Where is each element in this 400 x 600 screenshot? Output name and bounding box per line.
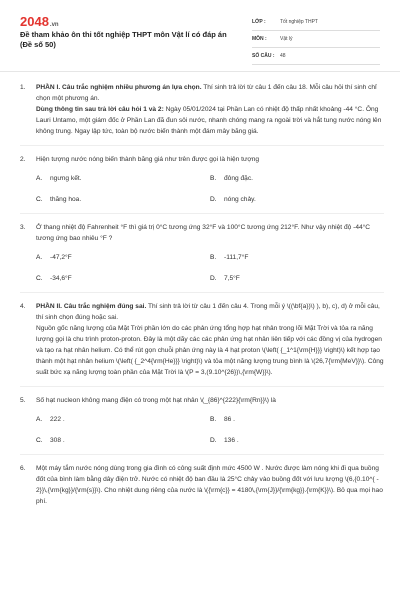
choice-letter: B.	[210, 416, 217, 423]
question-number: 3.	[20, 224, 26, 231]
choice-d[interactable]	[210, 273, 384, 284]
choice-d[interactable]	[210, 435, 384, 446]
meta-row-class	[252, 14, 380, 31]
question-1	[20, 82, 384, 137]
site-logo[interactable]	[20, 14, 59, 29]
choice-text: 222 .	[50, 416, 65, 423]
choice-letter: A.	[36, 175, 43, 182]
question-text: Hiện tượng nước nóng biến thành băng giá như trên được gọi là hiện tượng	[36, 156, 260, 163]
part-intro: Thí sinh trả lời từ câu 1 đến câu 4. Trong mỗi ý \((\bf{a})\) ), b), c), d) ở mỗi câu, thí sinh chọn đúng hoặc sai.	[36, 303, 380, 321]
choice-letter: B.	[210, 254, 217, 261]
question-divider	[20, 386, 384, 387]
question-text: Một máy tắm nước nóng dùng trong gia đình có công suất định mức 4500 W . Nước được làm nóng khi đi qua buồng đốt của bình làm bằng dây điện trở. Nước có nhiệt độ ban đầu là 25°C chảy vào buồng đốt với lưu lượng \(6,{0.10^{ - 2}}\,{\rm{kg}}/{\rm{s}}\). Cho nhiệt dung riêng của nước là \({\rm{c}} = 4180\,{\rm{J}}/{\rm{kg}}.{\rm{K}}\). Bỏ qua mọi hao phí.	[36, 465, 383, 505]
choice-a[interactable]	[36, 173, 210, 184]
answer-choices	[36, 173, 384, 205]
question-number: 1.	[20, 84, 26, 91]
context-text: Ngày 05/01/2024 tại Phần Lan có nhiệt độ thấp nhất khoảng -44 °C. Ông Lauri Untamo, một giám đốc ở Phần Lan đã đun sôi nước, nhanh chóng mang ra ngoài trời và hắt tung nước nóng lên không trung. Ngay lập tức, toàn bộ nước biến thành một đám mây băng giá.	[36, 106, 382, 135]
question-divider	[20, 454, 384, 455]
meta-label: MÔN :	[252, 36, 267, 42]
choice-text: -47,2°F	[50, 254, 72, 261]
page-header	[0, 0, 400, 68]
choice-text: -34,6°F	[50, 275, 72, 282]
question-number: 4.	[20, 303, 26, 310]
question-text: Ở thang nhiệt độ Fahrenheit °F thì giá trị 0°C tương ứng 32°F và 100°C tương ứng 212°F. Như vậy nhiệt độ -44°C tương ứng bao nhiêu °F ?	[36, 224, 371, 242]
meta-value: Tốt nghiệp THPT	[280, 19, 318, 25]
choice-letter: D.	[210, 196, 217, 203]
part-heading: PHẦN II. Câu trắc nghiệm đúng sai.	[36, 303, 147, 310]
choice-letter: A.	[36, 416, 43, 423]
choice-d[interactable]	[210, 194, 384, 205]
question-number: 5.	[20, 397, 26, 404]
meta-row-count	[252, 48, 380, 65]
choice-letter: B.	[210, 175, 217, 182]
choice-text: thăng hoa.	[50, 196, 82, 203]
choice-letter: C.	[36, 196, 43, 203]
meta-table	[252, 14, 380, 65]
question-2	[20, 154, 384, 205]
choice-b[interactable]	[210, 252, 384, 263]
context-heading: Dùng thông tin sau trả lời câu hỏi 1 và 2:	[36, 106, 164, 113]
choice-b[interactable]	[210, 173, 384, 184]
meta-row-subject	[252, 31, 380, 48]
choice-letter: C.	[36, 275, 43, 282]
part-heading: PHẦN I. Câu trắc nghiệm nhiều phương án lựa chọn.	[36, 84, 202, 91]
choice-text: 308 .	[50, 437, 65, 444]
logo-text: 2048	[20, 14, 49, 29]
choice-letter: A.	[36, 254, 43, 261]
question-number: 2.	[20, 156, 26, 163]
choice-letter: C.	[36, 437, 43, 444]
question-4	[20, 301, 384, 378]
choice-b[interactable]	[210, 414, 384, 425]
question-3	[20, 222, 384, 284]
choice-a[interactable]	[36, 252, 210, 263]
choice-text: 7,5°F	[224, 275, 240, 282]
question-divider	[20, 292, 384, 293]
choice-text: đông đặc.	[224, 175, 253, 182]
choice-letter: D.	[210, 275, 217, 282]
question-text: Nguồn gốc năng lượng của Mặt Trời phần lớn do các phản ứng tổng hợp hạt nhân trong lõi Mặt Trời và tỏa ra năng lượng gọi là chu trình proton-proton. Đây là một dãy các các phản ứng hạt nhân liên tiếp với các đồng vị của hydrogen và tạo ra hạt nhân helium. Có thể rút gọn chuỗi phản ứng này là 4 hạt proton \(\left( {_1^1{\rm{H}}} \right)\) kết hợp tạo thành một hạt nhân helium \(\left( {_2^4{\rm{He}}} \right)\) và tỏa một năng lượng trung bình là \(26,7{\rm{MeV}}\). Công suất bức xạ năng lượng toàn phần của Mặt Trời là \(P = 3,(9.10^{26})\,{\rm{W}}\).	[36, 325, 384, 376]
choice-text: nóng chảy.	[224, 196, 256, 203]
meta-value: Vật lý	[280, 36, 293, 42]
choice-text: 136 .	[224, 437, 239, 444]
answer-choices	[36, 252, 384, 284]
question-context	[36, 104, 384, 137]
choice-text: 86 .	[224, 416, 235, 423]
question-5	[20, 395, 384, 446]
question-text	[36, 82, 384, 104]
meta-value: 48	[280, 53, 286, 59]
part-intro: Thí sinh trả lời từ câu 1 đến câu 18. Mỗi câu hỏi thí sinh chỉ chọn một phương án.	[36, 84, 377, 102]
question-divider	[20, 213, 384, 214]
choice-a[interactable]	[36, 414, 210, 425]
document-title: Đề tham khảo ôn thi tốt nghiệp THPT môn Vật lí có đáp án (Đề số 50)	[20, 30, 227, 49]
answer-choices	[36, 414, 384, 446]
question-intro	[36, 301, 384, 323]
question-divider	[20, 145, 384, 146]
choice-letter: D.	[210, 437, 217, 444]
logo-suffix: .vn	[49, 22, 59, 28]
meta-label: SỐ CÂU :	[252, 53, 275, 59]
choice-text: ngưng kết.	[50, 175, 82, 182]
question-list	[20, 82, 384, 507]
question-number: 6.	[20, 465, 26, 472]
choice-c[interactable]	[36, 435, 210, 446]
header-divider	[0, 71, 400, 72]
question-6	[20, 463, 384, 507]
meta-label: LỚP :	[252, 19, 266, 25]
question-text: Số hạt nucleon không mang điện có trong một hạt nhân \(_{86}^{222}{\rm{Rn}}\) là	[36, 397, 276, 404]
choice-c[interactable]	[36, 194, 210, 205]
choice-c[interactable]	[36, 273, 210, 284]
choice-text: -111,7°F	[224, 254, 249, 261]
